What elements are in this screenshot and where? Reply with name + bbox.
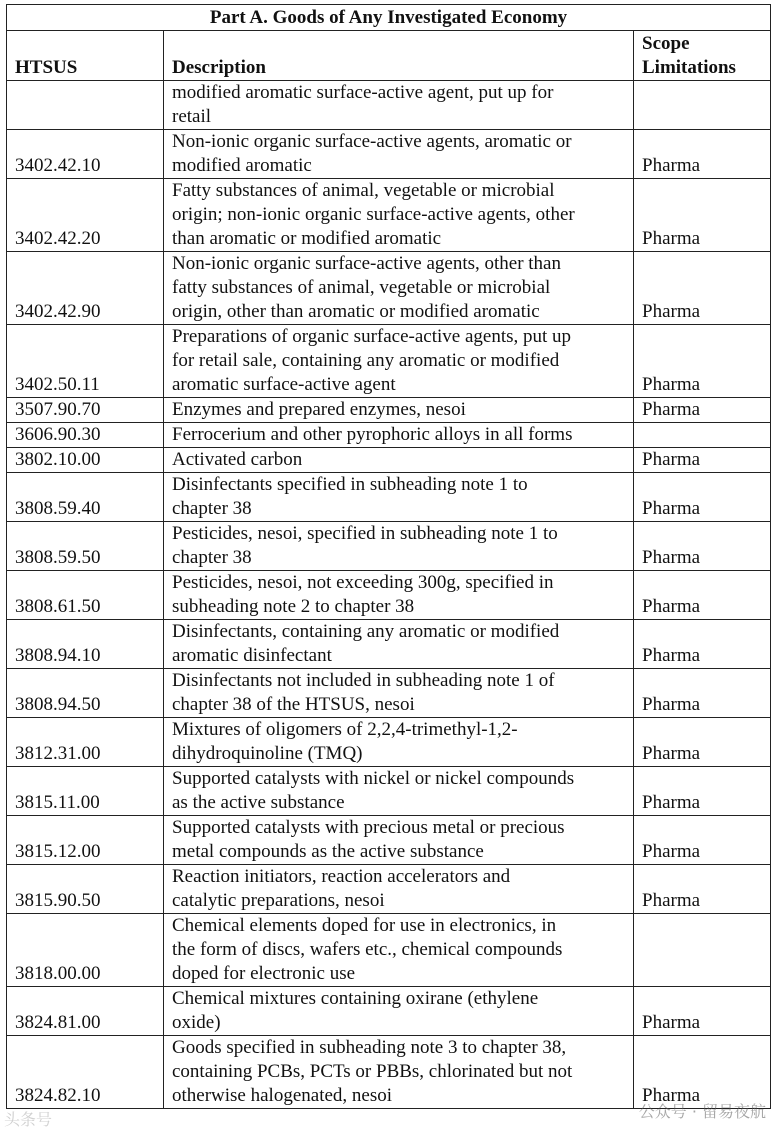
- scope-limitation-cell: Pharma: [634, 325, 771, 398]
- htsus-code-cell: 3815.12.00: [7, 816, 164, 865]
- watermark-left-text: 头条号: [4, 1110, 53, 1129]
- scope-limitation-cell: Pharma: [634, 252, 771, 325]
- table-row: [7, 522, 771, 571]
- description-cell: Reaction initiators, reaction accelerators and catalytic preparations, nesoi: [164, 865, 634, 914]
- scope-limitation-cell: Pharma: [634, 865, 771, 914]
- table-row: [7, 816, 771, 865]
- table-row: [7, 423, 771, 448]
- table-row: [7, 620, 771, 669]
- scope-limitation-cell: [634, 81, 771, 130]
- htsus-code-cell: [7, 81, 164, 130]
- table-row: [7, 325, 771, 398]
- htsus-code-cell: 3808.61.50: [7, 571, 164, 620]
- table-title: Part A. Goods of Any Investigated Economy: [7, 5, 771, 31]
- table-row: [7, 865, 771, 914]
- watermark-text: 公众号 · 留易夜航: [638, 1102, 766, 1121]
- scope-limitation-cell: Pharma: [634, 620, 771, 669]
- table-row: [7, 398, 771, 423]
- htsus-code-cell: 3824.81.00: [7, 987, 164, 1036]
- htsus-table: [6, 4, 771, 1109]
- scope-limitation-cell: [634, 423, 771, 448]
- htsus-code-cell: 3402.50.11: [7, 325, 164, 398]
- table-row: [7, 179, 771, 252]
- htsus-code-cell: 3606.90.30: [7, 423, 164, 448]
- header-htsus: HTSUS: [7, 31, 164, 81]
- description-cell: Disinfectants specified in subheading note 1 to chapter 38: [164, 473, 634, 522]
- scope-limitation-cell: [634, 914, 771, 987]
- description-cell: Chemical mixtures containing oxirane (ethylene oxide): [164, 987, 634, 1036]
- htsus-code-cell: 3802.10.00: [7, 448, 164, 473]
- table-row: [7, 1036, 771, 1109]
- htsus-code-cell: 3402.42.90: [7, 252, 164, 325]
- description-cell: Disinfectants, containing any aromatic or modified aromatic disinfectant: [164, 620, 634, 669]
- tariff-table-container: [6, 4, 770, 1109]
- htsus-code-cell: 3808.59.40: [7, 473, 164, 522]
- description-cell: Preparations of organic surface-active agents, put up for retail sale, containing any aromatic or modified aromatic surface-active agent: [164, 325, 634, 398]
- scope-limitation-cell: Pharma: [634, 816, 771, 865]
- htsus-code-cell: 3402.42.20: [7, 179, 164, 252]
- scope-limitation-cell: Pharma: [634, 1036, 771, 1109]
- description-cell: Goods specified in subheading note 3 to chapter 38, containing PCBs, PCTs or PBBs, chlorinated but not otherwise halogenated, nesoi: [164, 1036, 634, 1109]
- table-row: [7, 448, 771, 473]
- table-row: [7, 669, 771, 718]
- htsus-code-cell: 3824.82.10: [7, 1036, 164, 1109]
- scope-limitation-cell: Pharma: [634, 473, 771, 522]
- description-cell: Activated carbon: [164, 448, 634, 473]
- header-scope-limitations: Scope Limitations: [634, 31, 771, 81]
- scope-limitation-cell: Pharma: [634, 718, 771, 767]
- description-cell: Pesticides, nesoi, specified in subheading note 1 to chapter 38: [164, 522, 634, 571]
- table-row: [7, 718, 771, 767]
- htsus-code-cell: 3808.94.50: [7, 669, 164, 718]
- table-row: [7, 914, 771, 987]
- scope-limitation-cell: Pharma: [634, 398, 771, 423]
- scope-limitation-cell: Pharma: [634, 179, 771, 252]
- description-cell: Non-ionic organic surface-active agents, aromatic or modified aromatic: [164, 130, 634, 179]
- htsus-code-cell: 3808.94.10: [7, 620, 164, 669]
- table-row: [7, 130, 771, 179]
- description-cell: Supported catalysts with precious metal or precious metal compounds as the active substance: [164, 816, 634, 865]
- scope-limitation-cell: Pharma: [634, 130, 771, 179]
- table-row: [7, 81, 771, 130]
- scope-limitation-cell: Pharma: [634, 522, 771, 571]
- htsus-code-cell: 3815.90.50: [7, 865, 164, 914]
- scope-limitation-cell: Pharma: [634, 987, 771, 1036]
- scope-limitation-cell: Pharma: [634, 571, 771, 620]
- description-cell: Mixtures of oligomers of 2,2,4-trimethyl-1,2- dihydroquinoline (TMQ): [164, 718, 634, 767]
- table-row: [7, 767, 771, 816]
- htsus-code-cell: 3818.00.00: [7, 914, 164, 987]
- description-cell: Disinfectants not included in subheading note 1 of chapter 38 of the HTSUS, nesoi: [164, 669, 634, 718]
- scope-limitation-cell: Pharma: [634, 669, 771, 718]
- table-row: [7, 987, 771, 1036]
- description-cell: Enzymes and prepared enzymes, nesoi: [164, 398, 634, 423]
- table-row: [7, 473, 771, 522]
- description-cell: Non-ionic organic surface-active agents, other than fatty substances of animal, vegetable or microbial origin, other than aromatic or modified aromatic: [164, 252, 634, 325]
- description-cell: modified aromatic surface-active agent, put up for retail: [164, 81, 634, 130]
- scope-limitation-cell: Pharma: [634, 448, 771, 473]
- htsus-code-cell: 3815.11.00: [7, 767, 164, 816]
- table-row: [7, 252, 771, 325]
- description-cell: Pesticides, nesoi, not exceeding 300g, specified in subheading note 2 to chapter 38: [164, 571, 634, 620]
- header-description: Description: [164, 31, 634, 81]
- htsus-code-cell: 3808.59.50: [7, 522, 164, 571]
- htsus-code-cell: 3402.42.10: [7, 130, 164, 179]
- table-row: [7, 571, 771, 620]
- description-cell: Ferrocerium and other pyrophoric alloys in all forms: [164, 423, 634, 448]
- description-cell: Fatty substances of animal, vegetable or microbial origin; non-ionic organic surface-active agents, other than aromatic or modified aromatic: [164, 179, 634, 252]
- htsus-code-cell: 3507.90.70: [7, 398, 164, 423]
- htsus-code-cell: 3812.31.00: [7, 718, 164, 767]
- description-cell: Chemical elements doped for use in electronics, in the form of discs, wafers etc., chemical compounds doped for electronic use: [164, 914, 634, 987]
- description-cell: Supported catalysts with nickel or nickel compounds as the active substance: [164, 767, 634, 816]
- scope-limitation-cell: Pharma: [634, 767, 771, 816]
- table-body: [7, 81, 771, 1109]
